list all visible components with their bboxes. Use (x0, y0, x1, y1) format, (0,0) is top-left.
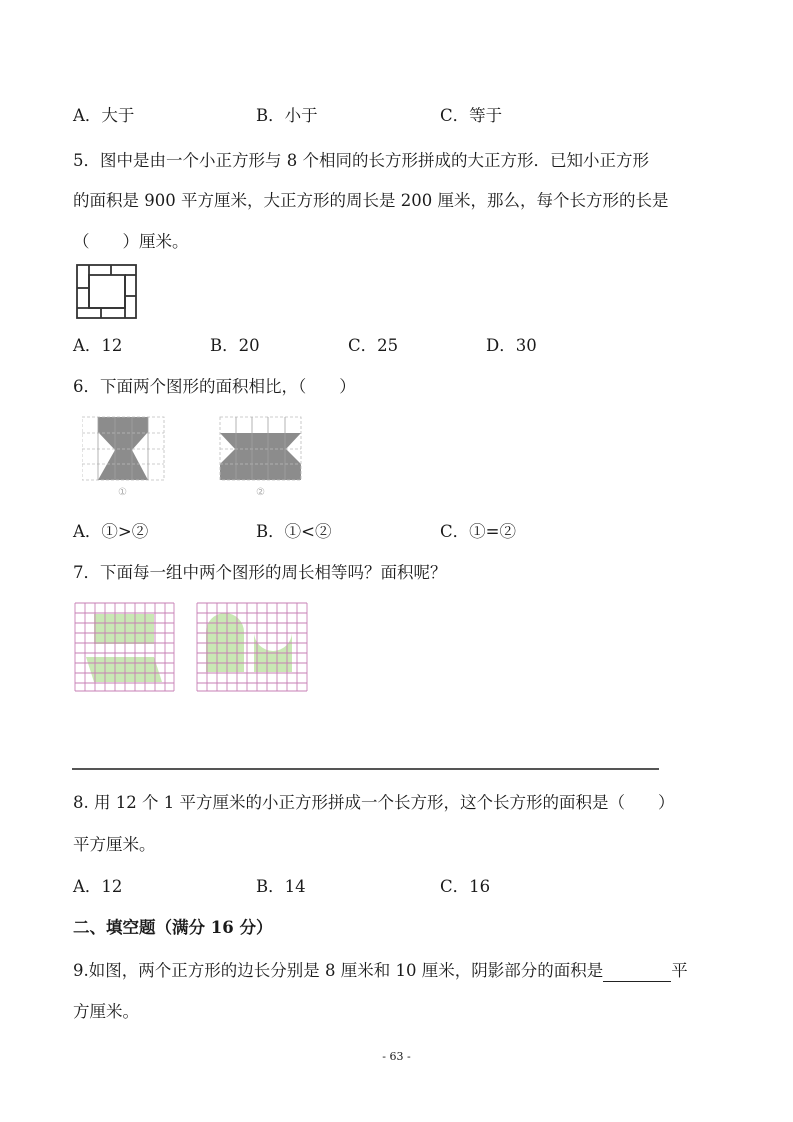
q6-figure-2-label: ② (256, 487, 265, 498)
q9-text-part1: 9.如图，两个正方形的边长分别是 8 厘米和 10 厘米，阴影部分的面积是 (73, 961, 604, 980)
page-number: - 63 - (382, 1050, 411, 1063)
q8-text-line2: 平方厘米。 (73, 835, 156, 854)
q9-text-line1 (73, 960, 688, 982)
q4-option-a: A．大于 (73, 106, 135, 125)
section-2-title: 二、填空题（满分 16 分） (73, 918, 273, 937)
q9-answer-blank[interactable] (603, 963, 671, 982)
q8-option-b: B．14 (256, 877, 306, 896)
q9-text-line2: 方厘米。 (73, 1002, 139, 1021)
q7-text-line1: 7．下面每一组中两个图形的周长相等吗？面积呢？ (73, 563, 447, 582)
q6-figure-1-label: ① (118, 487, 127, 498)
q7-group-1-figure (74, 602, 175, 692)
q5-text-line3: （ ）厘米。 (73, 232, 189, 251)
q6-option-b: B．①<② (256, 522, 332, 541)
q7-group-2-figure (196, 602, 308, 692)
q6-figure-1 (82, 416, 172, 484)
q6-figure-2 (219, 416, 309, 484)
q6-option-c: C．①=② (440, 522, 516, 541)
q8-option-a: A．12 (73, 877, 123, 896)
q5-option-b: B．20 (210, 336, 260, 355)
q5-square-figure (76, 264, 138, 320)
q5-option-a: A．12 (73, 336, 123, 355)
q5-option-d: D．30 (486, 336, 537, 355)
q6-text-line1: 6．下面两个图形的面积相比，（ ） (73, 377, 356, 396)
q9-text-part2: 平 (671, 961, 688, 980)
q7-answer-line[interactable] (72, 768, 659, 770)
q8-option-c: C．16 (440, 877, 491, 896)
q8-text-line1: 8. 用 12 个 1 平方厘米的小正方形拼成一个长方形，这个长方形的面积是（ ） (73, 793, 675, 812)
q5-text-line1: 5．图中是由一个小正方形与 8 个相同的长方形拼成的大正方形．已知小正方形 (73, 151, 649, 170)
q6-option-a: A．①>② (73, 522, 149, 541)
q5-option-c: C．25 (348, 336, 399, 355)
q5-text-line2: 的面积是 900 平方厘米，大正方形的周长是 200 厘米，那么，每个长方形的长是 (73, 191, 669, 210)
q4-option-c: C．等于 (440, 106, 503, 125)
q4-option-b: B．小于 (256, 106, 318, 125)
